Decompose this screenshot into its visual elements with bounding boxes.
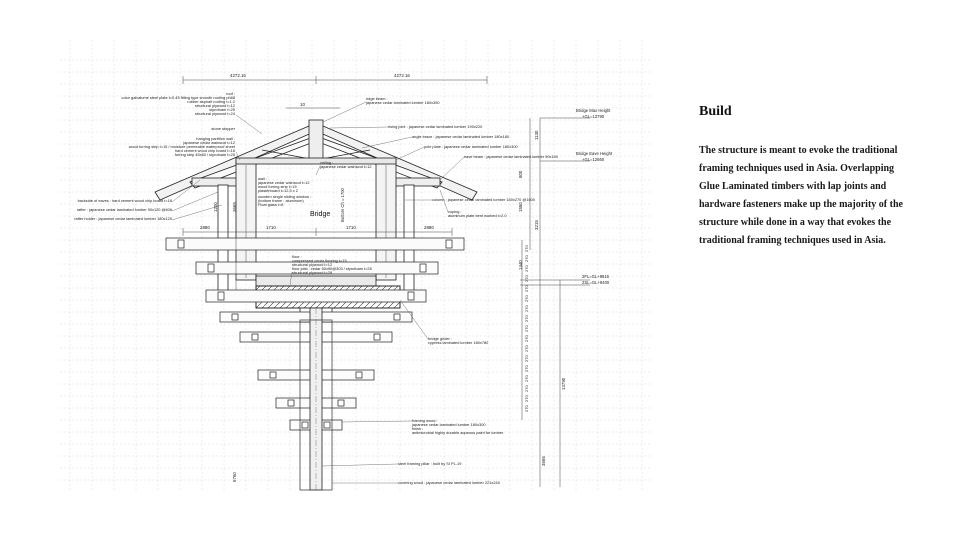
left-note: structural plywood t=24 <box>194 111 235 116</box>
left-note: wood furring strip t=15 / moisture permeable waterproof sheet <box>128 144 235 149</box>
vdim-6760: 6760 <box>232 472 237 482</box>
left-note: backside of eaves : hard cement wood chip board t=18 <box>77 198 172 203</box>
vdim-1440: 1440 <box>518 260 523 270</box>
joint-block <box>408 292 414 300</box>
right-note: framing wood : <box>412 418 438 423</box>
rhythm-dim-label: 270 <box>524 255 529 262</box>
rhythm-dim-label: 270 <box>524 355 529 362</box>
center-note: wooden single sliding window : <box>258 194 312 199</box>
floor-slab <box>256 276 376 286</box>
right-note: coping : <box>448 209 462 214</box>
top-dim-left: 4272.16 <box>230 73 246 78</box>
vdim-3665-a: 3665 <box>232 202 237 212</box>
rhythm-dim-label: 270 <box>524 265 529 272</box>
joint-block <box>302 422 308 428</box>
joint-block <box>420 264 426 272</box>
rhythm-dim-label: 270 <box>524 395 529 402</box>
level-marks <box>576 108 613 285</box>
svg-text:Bridge Max Height: Bridge Max Height <box>576 108 611 113</box>
top-dim-right: 4272.16 <box>394 73 410 78</box>
joint-block <box>288 400 294 406</box>
rhythm-dim-label: 270 <box>524 305 529 312</box>
vdim-1200: 1200 <box>213 202 218 212</box>
right-note: japanese cedar laminated lumber 180x300 <box>412 422 486 427</box>
vdim-800: 800 <box>518 170 523 178</box>
left-note: color galvalume steel plate t=0.45 fitting type smooth roofing ph68 <box>121 95 235 100</box>
left-note: rafter holder : japanese cedar laminated lumber 180x120 <box>74 216 172 221</box>
right-note: angle brace : japanese cedar laminated lumber 180x180 <box>412 134 510 139</box>
joint-block <box>208 264 214 272</box>
mid-dim-4: 2880 <box>424 225 434 230</box>
left-note: furring strip 45x60 / styrofoam t=25 <box>174 152 235 157</box>
svg-text:+GL=12660: +GL=12660 <box>582 157 605 162</box>
mid-dim-1: 2880 <box>200 225 210 230</box>
vdim-3215: 3215 <box>534 220 539 230</box>
joint-block <box>324 422 330 428</box>
left-note: roof : <box>226 91 235 96</box>
left-note: hard cement wood chip board t=18 <box>174 148 235 153</box>
rhythm-dim-label: 270 <box>524 285 529 292</box>
description-panel <box>699 104 914 250</box>
rhythm-dims <box>524 245 529 412</box>
center-note: wood furring strip t=15 <box>258 184 297 189</box>
rhythm-dim-label: 270 <box>524 325 529 332</box>
rhythm-dim-label: 270 <box>524 345 529 352</box>
rhythm-dim-label: 270 <box>524 385 529 392</box>
right-note: column : japanese cedar laminated lumber 180x270 @1600 <box>432 197 536 202</box>
vdim-1550: 1550 <box>518 202 523 212</box>
left-note: rafter : japanese cedar laminated lumber 90x120 @606 <box>76 207 172 212</box>
center-note: floor : <box>292 254 302 259</box>
bridge-label: Bridge <box>310 211 331 218</box>
section-heading: Build <box>699 104 732 119</box>
mid-dim-2: 1710 <box>266 225 276 230</box>
joint-block <box>218 292 224 300</box>
rhythm-dim-label: 270 <box>524 375 529 382</box>
small-dim: 10 <box>300 102 305 107</box>
right-note: pole plate : japanese cedar laminated lumber 180x300 <box>424 144 518 149</box>
joint-block <box>232 314 238 320</box>
rhythm-dim-label: 270 <box>524 275 529 282</box>
center-note: compressed cedar flooring t=15 <box>292 258 347 263</box>
joint-block <box>356 372 362 378</box>
rhythm-dim-label: 270 <box>524 365 529 372</box>
center-note: japanese cedar wainscot t=12 <box>258 180 310 185</box>
vdim-13790: 13790 <box>561 377 566 390</box>
left-note: styrofoam t=25 <box>209 107 235 112</box>
center-note: floor joist : cedar 50x90@303 / styrofoam t=25 <box>292 266 372 271</box>
eave-beam-right <box>394 178 440 186</box>
center-note: ridge beam : <box>366 96 388 101</box>
section-body: The structure is meant to evoke the traditional framing techniques used in Asia. Overlapping Glue Laminated timbers with lap joints and hardware fasteners make up the majority of the structure while done in a way that evokes the traditional framing techniques used in Asia. <box>699 145 903 246</box>
right-note: rising joint : japanese cedar laminated lumber 190x220 <box>388 124 483 129</box>
left-note: hanging partition wall : <box>196 136 235 141</box>
joint-block <box>338 400 344 406</box>
right-note: bridge girder : <box>428 336 453 341</box>
left-note: stone stopper <box>211 126 235 131</box>
center-note: (bottom frame : aluminum) <box>258 198 304 203</box>
rhythm-dim-label: 270 <box>524 245 529 252</box>
left-notes <box>74 91 236 221</box>
right-note: finish : <box>412 426 424 431</box>
center-note: japanese cedar wainscot t=12 <box>320 164 372 169</box>
rhythm-dim-label: 270 <box>524 295 529 302</box>
center-note: Float glass t=8 <box>258 202 284 207</box>
joint-block <box>374 334 380 340</box>
svg-text:2FL=GL+9615: 2FL=GL+9615 <box>582 274 610 279</box>
joint-block <box>252 334 258 340</box>
framing-beam <box>206 290 426 302</box>
rhythm-dim-label: 270 <box>524 405 529 412</box>
joint-block <box>446 240 452 248</box>
center-note: wall : <box>258 176 267 181</box>
center-note: plasterboard t=12.5 x 2 <box>258 188 298 193</box>
svg-text:+GL=13790: +GL=13790 <box>582 114 605 119</box>
right-note: steel framing pillar : built by SI PL-19 <box>398 461 462 466</box>
ridge-beam <box>309 120 323 160</box>
center-note: structural plywood t=28 <box>292 270 333 275</box>
center-note: ceiling : <box>320 160 334 165</box>
mid-dim-3: 1710 <box>346 225 356 230</box>
bottom-ch-label: Bottom Ch = 1700 <box>340 188 345 222</box>
joint-block <box>178 240 184 248</box>
joint-block <box>270 372 276 378</box>
rhythm-dim-label: 270 <box>524 315 529 322</box>
rhythm-dim-label: 270 <box>524 335 529 342</box>
left-note: japanese cedar wainscot t=12 <box>183 140 235 145</box>
center-note: japanese cedar laminated lumber 180x350 <box>366 100 440 105</box>
right-note: aluminum plate bent worked t=2.0 <box>448 213 507 218</box>
eave-beam-left <box>192 178 238 186</box>
joint-block <box>394 314 400 320</box>
right-note: covering wood : japanese cedar laminated lumber 221x240 <box>398 480 500 485</box>
vdim-3665-b: 3665 <box>541 456 546 466</box>
right-note: cypress laminated lumber 180x780 <box>428 340 489 345</box>
svg-text:2SL=GL+9400: 2SL=GL+9400 <box>582 280 610 285</box>
left-note: rubber asphalt roofing t=1.2 <box>187 99 235 104</box>
framing-beam <box>166 238 464 250</box>
vdim-1130: 1130 <box>534 130 539 140</box>
right-note: antimicrobial highly durable aqueous paint for lumber <box>412 430 504 435</box>
right-note: eave beam : japanese cedar laminated lumber 90x150 <box>464 154 558 159</box>
pole-plate <box>236 158 396 164</box>
svg-text:Bridge Eave Height: Bridge Eave Height <box>576 151 613 156</box>
center-note: structural plywood t=12 <box>292 262 333 267</box>
left-note: structural plywood t=12 <box>194 103 235 108</box>
